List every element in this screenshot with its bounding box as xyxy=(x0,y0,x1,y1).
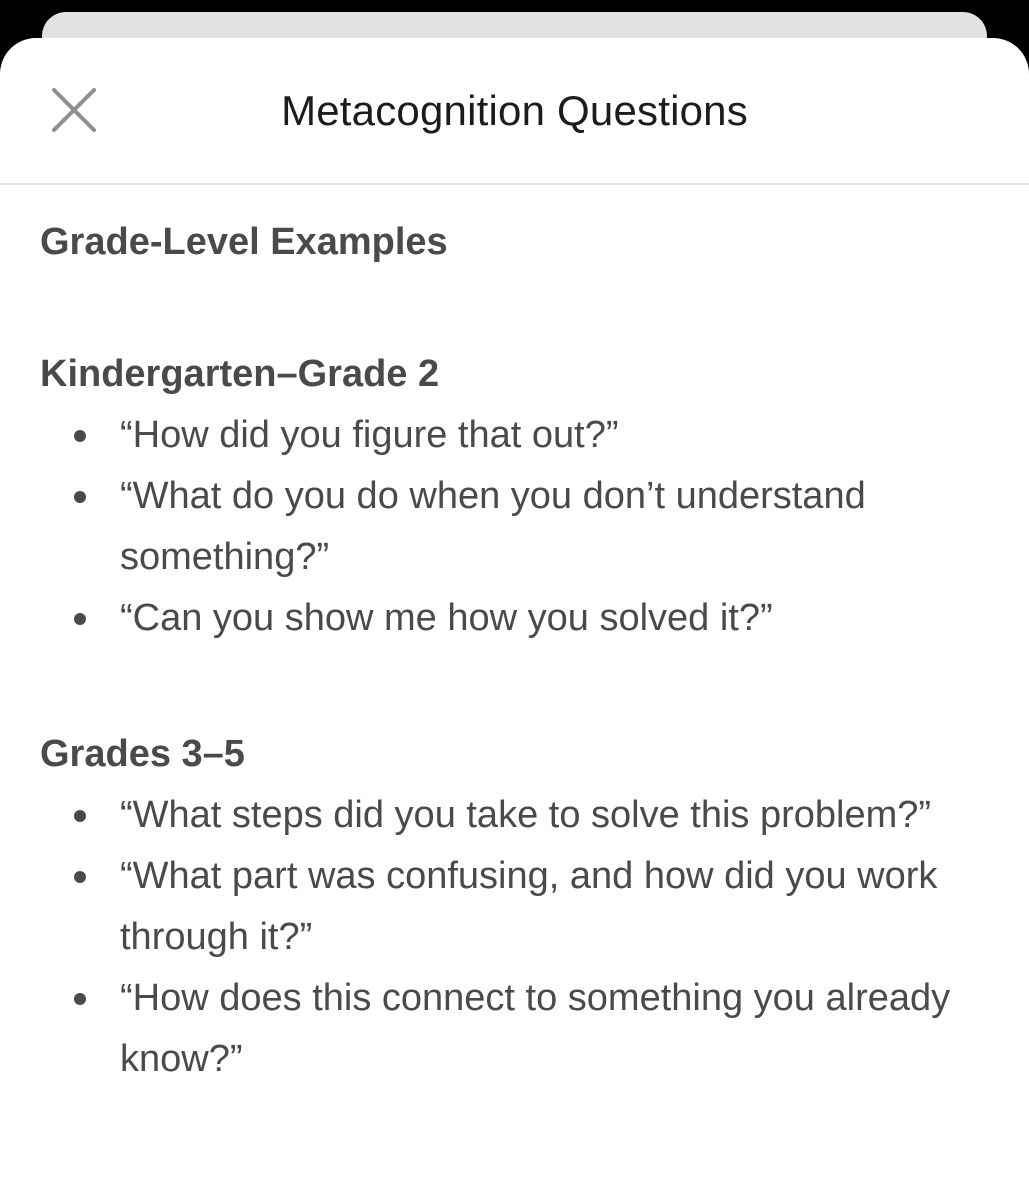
bullet-icon xyxy=(74,613,86,625)
group-heading-3-5: Grades 3–5 xyxy=(40,733,245,775)
sheet-header xyxy=(0,38,1029,185)
modal-sheet xyxy=(0,38,1029,1200)
bullet-icon xyxy=(74,993,86,1005)
question-text: “What steps did you take to solve this problem?” xyxy=(120,794,932,836)
question-text: “What do you do when you don’t understand something?” xyxy=(120,475,866,578)
bullet-icon xyxy=(74,430,86,442)
question-text: “How does this connect to something you already know?” xyxy=(120,977,951,1080)
list-item xyxy=(40,846,989,968)
question-list-3-5 xyxy=(40,785,989,1090)
list-item xyxy=(40,968,989,1090)
sheet-title: Metacognition Questions xyxy=(281,87,748,134)
bullet-icon xyxy=(74,871,86,883)
list-item xyxy=(40,405,989,466)
list-item xyxy=(40,466,989,588)
bullet-icon xyxy=(74,491,86,503)
list-item xyxy=(40,588,989,649)
question-text: “How did you figure that out?” xyxy=(120,414,619,456)
question-text: “Can you show me how you solved it?” xyxy=(120,597,773,639)
bullet-icon xyxy=(74,810,86,822)
sheet-content xyxy=(0,185,1029,1090)
list-item xyxy=(40,785,989,846)
question-list-k2 xyxy=(40,405,989,649)
section-heading: Grade-Level Examples xyxy=(40,221,448,263)
group-heading-k2: Kindergarten–Grade 2 xyxy=(40,353,440,395)
question-text: “What part was confusing, and how did you work through it?” xyxy=(120,855,938,958)
